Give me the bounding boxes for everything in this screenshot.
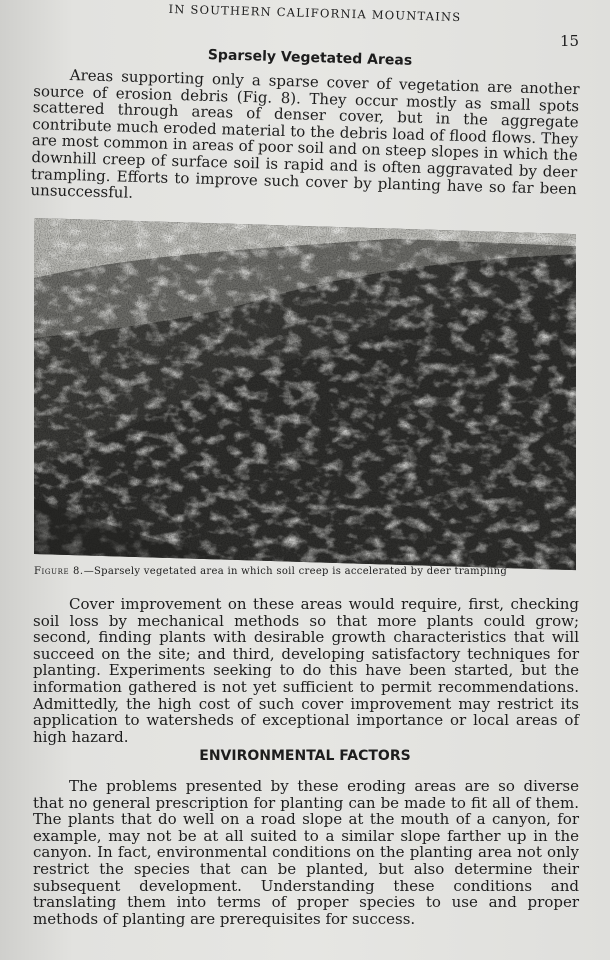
paragraph-environmental-factors-text: The problems presented by these eroding areas are so diverse that no general prescription for planting can be made to fit all of them. The plants that do well on a road slope at the mouth of a canyon, for example, may not be at all suited to a similar slope farther up in the canyon. In fact, environmental conditions on the planting area not only restrict the species that can be planted, but also determine their subsequent development. Understanding these conditions and translating them into terms of proper species to use and proper methods of planting are prerequisites for success.	[33, 777, 579, 928]
figure-8-photo	[34, 218, 576, 570]
page-number: 15	[560, 32, 580, 50]
paragraph-cover-improvement	[33, 596, 579, 745]
section-heading-environmental-factors: ENVIRONMENTAL FACTORS	[199, 748, 411, 764]
figure-8-caption	[34, 566, 580, 577]
running-head: IN SOUTHERN CALIFORNIA MOUNTAINS	[168, 1, 462, 25]
paragraph-cover-improvement-text: Cover improvement on these areas would require, first, checking soil loss by mechanical methods so that more plants could grow; second, finding plants with desirable growth characteristics that will succeed on the site; and third, developing satisfactory techniques for planting. Experiments seeking to do this have been started, but the information gathered is not yet sufficient to permit recommendations. Admittedly, the high cost of such cover improvement may restrict its application to watersheds of exceptional importance or local areas of high hazard.	[33, 595, 579, 746]
paragraph-sparse-cover-text: Areas supporting only a sparse cover of vegetation are another source of erosion debris (Fig. 8). They occur mostly as small spots scattered through areas of denser cover, but in the aggregate contribute much eroded material to the debris load of flood flows. They are most common in areas of poor soil and on steep slopes in which the downhill creep of surface soil is rapid and is often aggravated by deer trampling. Efforts to improve such cover by planting have so far been unsuccessful.	[30, 66, 580, 202]
paragraph-sparse-cover	[30, 66, 579, 214]
figure-label: Figure 8.	[34, 566, 84, 577]
hillside-photo-illustration	[34, 218, 576, 570]
section-heading-sparsely-vegetated: Sparsely Vegetated Areas	[207, 47, 413, 69]
paragraph-environmental-factors	[33, 778, 579, 927]
figure-caption-text: —Sparsely vegetated area in which soil creep is accelerated by deer trampling	[83, 566, 508, 577]
